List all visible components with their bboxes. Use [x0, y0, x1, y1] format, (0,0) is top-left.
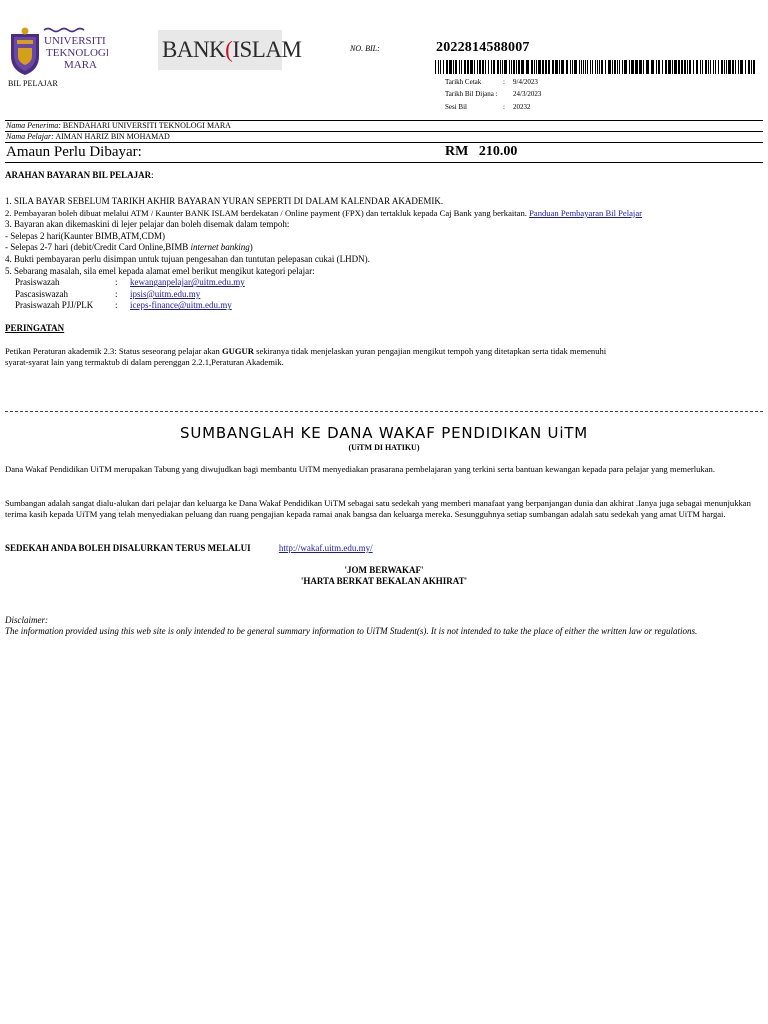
sesi-value: 20232: [513, 103, 531, 111]
contact-row: [5, 277, 763, 289]
pelajar-value: AIMAN HARIZ BIN MOHAMAD: [55, 132, 170, 141]
item-3b-prefix: - Selepas 2-7 hari (debit/Credit Card Online,BIMB: [5, 242, 189, 253]
contact-sep: :: [115, 300, 118, 311]
contact-category: Prasiswazah: [15, 277, 60, 288]
contact-sep: :: [115, 277, 118, 288]
waqf-link[interactable]: http://wakaf.uitm.edu.my/: [278, 543, 373, 553]
payment-guide-link[interactable]: Panduan Pembayaran Bil Pelajar: [529, 207, 642, 218]
divider: [5, 142, 763, 143]
no-bil-label: NO. BIL:: [350, 44, 380, 53]
item-3b-suffix: ): [249, 242, 253, 253]
tarikh-dijana-label: Tarikh Bil Dijana :: [445, 90, 498, 98]
instruction-item-3: 3. Bayaran akan dikemaskini di lejer pelajar dan boleh disemak dalam tempoh:: [5, 219, 290, 230]
meta-tarikh-cetak: Tarikh Cetak : 9/4/2023: [445, 78, 538, 86]
recipient-line: [6, 121, 231, 130]
instruction-item-4: 4. Bukti pembayaran perlu disimpan untuk tujuan pengesahan dan tuntutan pelepasan cukai (LHDN).: [5, 253, 370, 264]
waqf-channel: [5, 543, 373, 553]
instructions-title-text: ARAHAN BAYARAN BIL PELAJAR: [5, 170, 152, 180]
contact-email-link[interactable]: iceps-finance@uitm.edu.my: [130, 300, 232, 311]
waqf-paragraph-2: Sumbangan adalah sangat dialu-alukan dari pelajar dan keluarga ke Dana Wakaf Pendidikan UiTM sebagai satu sedekah yang memberi manafaat yang berpanjangan dunia dan akhirat .Ianya juga sebagai menunjukkan terima kasih kepada UiTM yang telah menyediakan peluang dan ruang pengajian kepada ramai anak bangsa dan keluarga mereka. Sesungguhnya setiap sumbangan adalah satu sedekah yang amat UiTM hargai.: [5, 498, 751, 519]
bank-islam-logo: [158, 30, 302, 70]
logo-bank-part-1: BANK: [162, 37, 226, 62]
student-line: [6, 132, 170, 141]
contact-email-link[interactable]: kewanganpelajar@uitm.edu.my: [130, 277, 245, 288]
contact-category: Pascasiswazah: [15, 288, 68, 299]
contact-row: [5, 289, 763, 301]
divider: [5, 162, 763, 163]
meta-tarikh-dijana: [445, 90, 745, 100]
instruction-item-2: [5, 208, 763, 220]
instruction-item-1: 1. SILA BAYAR SEBELUM TARIKH AKHIR BAYARAN YURAN SEPERTI DI DALAM KALENDAR AKADEMIK.: [5, 196, 444, 206]
contact-sep: :: [115, 288, 118, 299]
instructions-list: [5, 196, 763, 312]
waqf-channel-label: SEDEKAH ANDA BOLEH DISALURKAN TERUS MELALUI: [5, 543, 251, 553]
uitm-crest-icon: [8, 26, 108, 76]
warning-text-bold: GUGUR: [221, 346, 254, 356]
penerima-value: BENDAHARI UNIVERSITI TEKNOLOGI MARA: [62, 121, 231, 130]
tarikh-dijana-value: 24/3/2023: [513, 90, 542, 98]
warning-text-after: sekiranya tidak menjelaskan yuran pengajian mengikut tempoh yang ditetapkan serta tidak memenuhi: [256, 346, 607, 356]
instruction-item-5: 5. Sebarang masalah, sila emel kepada alamat emel berikut mengikut kategori pelajar:: [5, 265, 315, 276]
waqf-subtitle: (UiTM DI HATIKU): [348, 443, 420, 452]
instruction-item-3a: - Selepas 2 hari(Kaunter BIMB,ATM,CDM): [5, 230, 165, 241]
instruction-item-3b: [5, 242, 763, 254]
barcode-icon: [435, 60, 761, 74]
amount-value: [445, 144, 517, 160]
pelajar-label: Nama Pelajar:: [6, 132, 54, 141]
doc-type: BIL PELAJAR: [8, 79, 58, 88]
amount-number: 210.00: [478, 144, 518, 159]
uitm-logo: [8, 26, 108, 76]
meta-sesi: Sesi Bil : 20232: [445, 103, 531, 111]
disclaimer-title: Disclaimer:: [5, 615, 48, 625]
crescent-icon: (: [225, 37, 233, 62]
tarikh-cetak-label: Tarikh Cetak: [445, 78, 482, 86]
contact-category: Prasiswazah PJJ/PLK: [15, 300, 94, 311]
warning-text: [5, 346, 765, 368]
waqf-title: SUMBANGLAH KE DANA WAKAF PENDIDIKAN UiTM: [180, 424, 588, 442]
logo-university-line-3: MARA: [64, 59, 98, 71]
logo-university-line-2: TEKNOLOGI: [46, 47, 108, 59]
warning-text-before: Petikan Peraturan akademik 2.3: Status seseorang pelajar akan: [5, 346, 220, 356]
logo-university-line-1: UNIVERSITI: [44, 35, 106, 47]
warning-title: PERINGATAN: [5, 323, 65, 333]
instruction-item-2-text: 2. Pembayaran boleh dibuat melalui ATM / Kaunter BANK ISLAM berdekatan / Online payment (FPX) dan tertakluk kepada Caj Bank yang berkaitan.: [5, 207, 527, 218]
instructions-title: [5, 170, 154, 180]
instructions-title-suffix: :: [151, 170, 154, 180]
amount-label: Amaun Perlu Dibayar:: [6, 144, 142, 160]
contact-email-link[interactable]: ipsis@uitm.edu.my: [130, 288, 201, 299]
sesi-label: Sesi Bil: [445, 103, 467, 111]
waqf-slogan-1: 'JOM BERWAKAF': [344, 565, 424, 575]
logo-bank-part-2: ISLAM: [232, 37, 302, 62]
waqf-paragraph-1: Dana Wakaf Pendidikan UiTM merupakan Tabung yang diwujudkan bagi membantu UiTM menyediakan prasarana pembelajaran yang terkini serta bantuan kewangan kepada para pelajar yang memerlukan.: [5, 464, 715, 474]
warning-text-line2: syarat-syarat lain yang termaktub di dalam perenggan 2.2.1,Peraturan Akademik.: [5, 357, 284, 367]
contact-row: [5, 300, 763, 312]
waqf-slogan-2: 'HARTA BERKAT BEKALAN AKHIRAT': [300, 576, 468, 586]
penerima-label: Nama Penerima:: [6, 121, 61, 130]
item-3b-italic: internet banking: [190, 242, 250, 253]
tarikh-cetak-value: 9/4/2023: [513, 78, 538, 86]
amount-currency: RM: [445, 144, 469, 159]
disclaimer-text: The information provided using this web site is only intended to be general summary information to UiTM Student(s). It is not intended to take the place of either the written law or regulations.: [5, 626, 698, 636]
bill-number: 2022814588007: [436, 40, 530, 55]
section-divider: [5, 411, 763, 412]
